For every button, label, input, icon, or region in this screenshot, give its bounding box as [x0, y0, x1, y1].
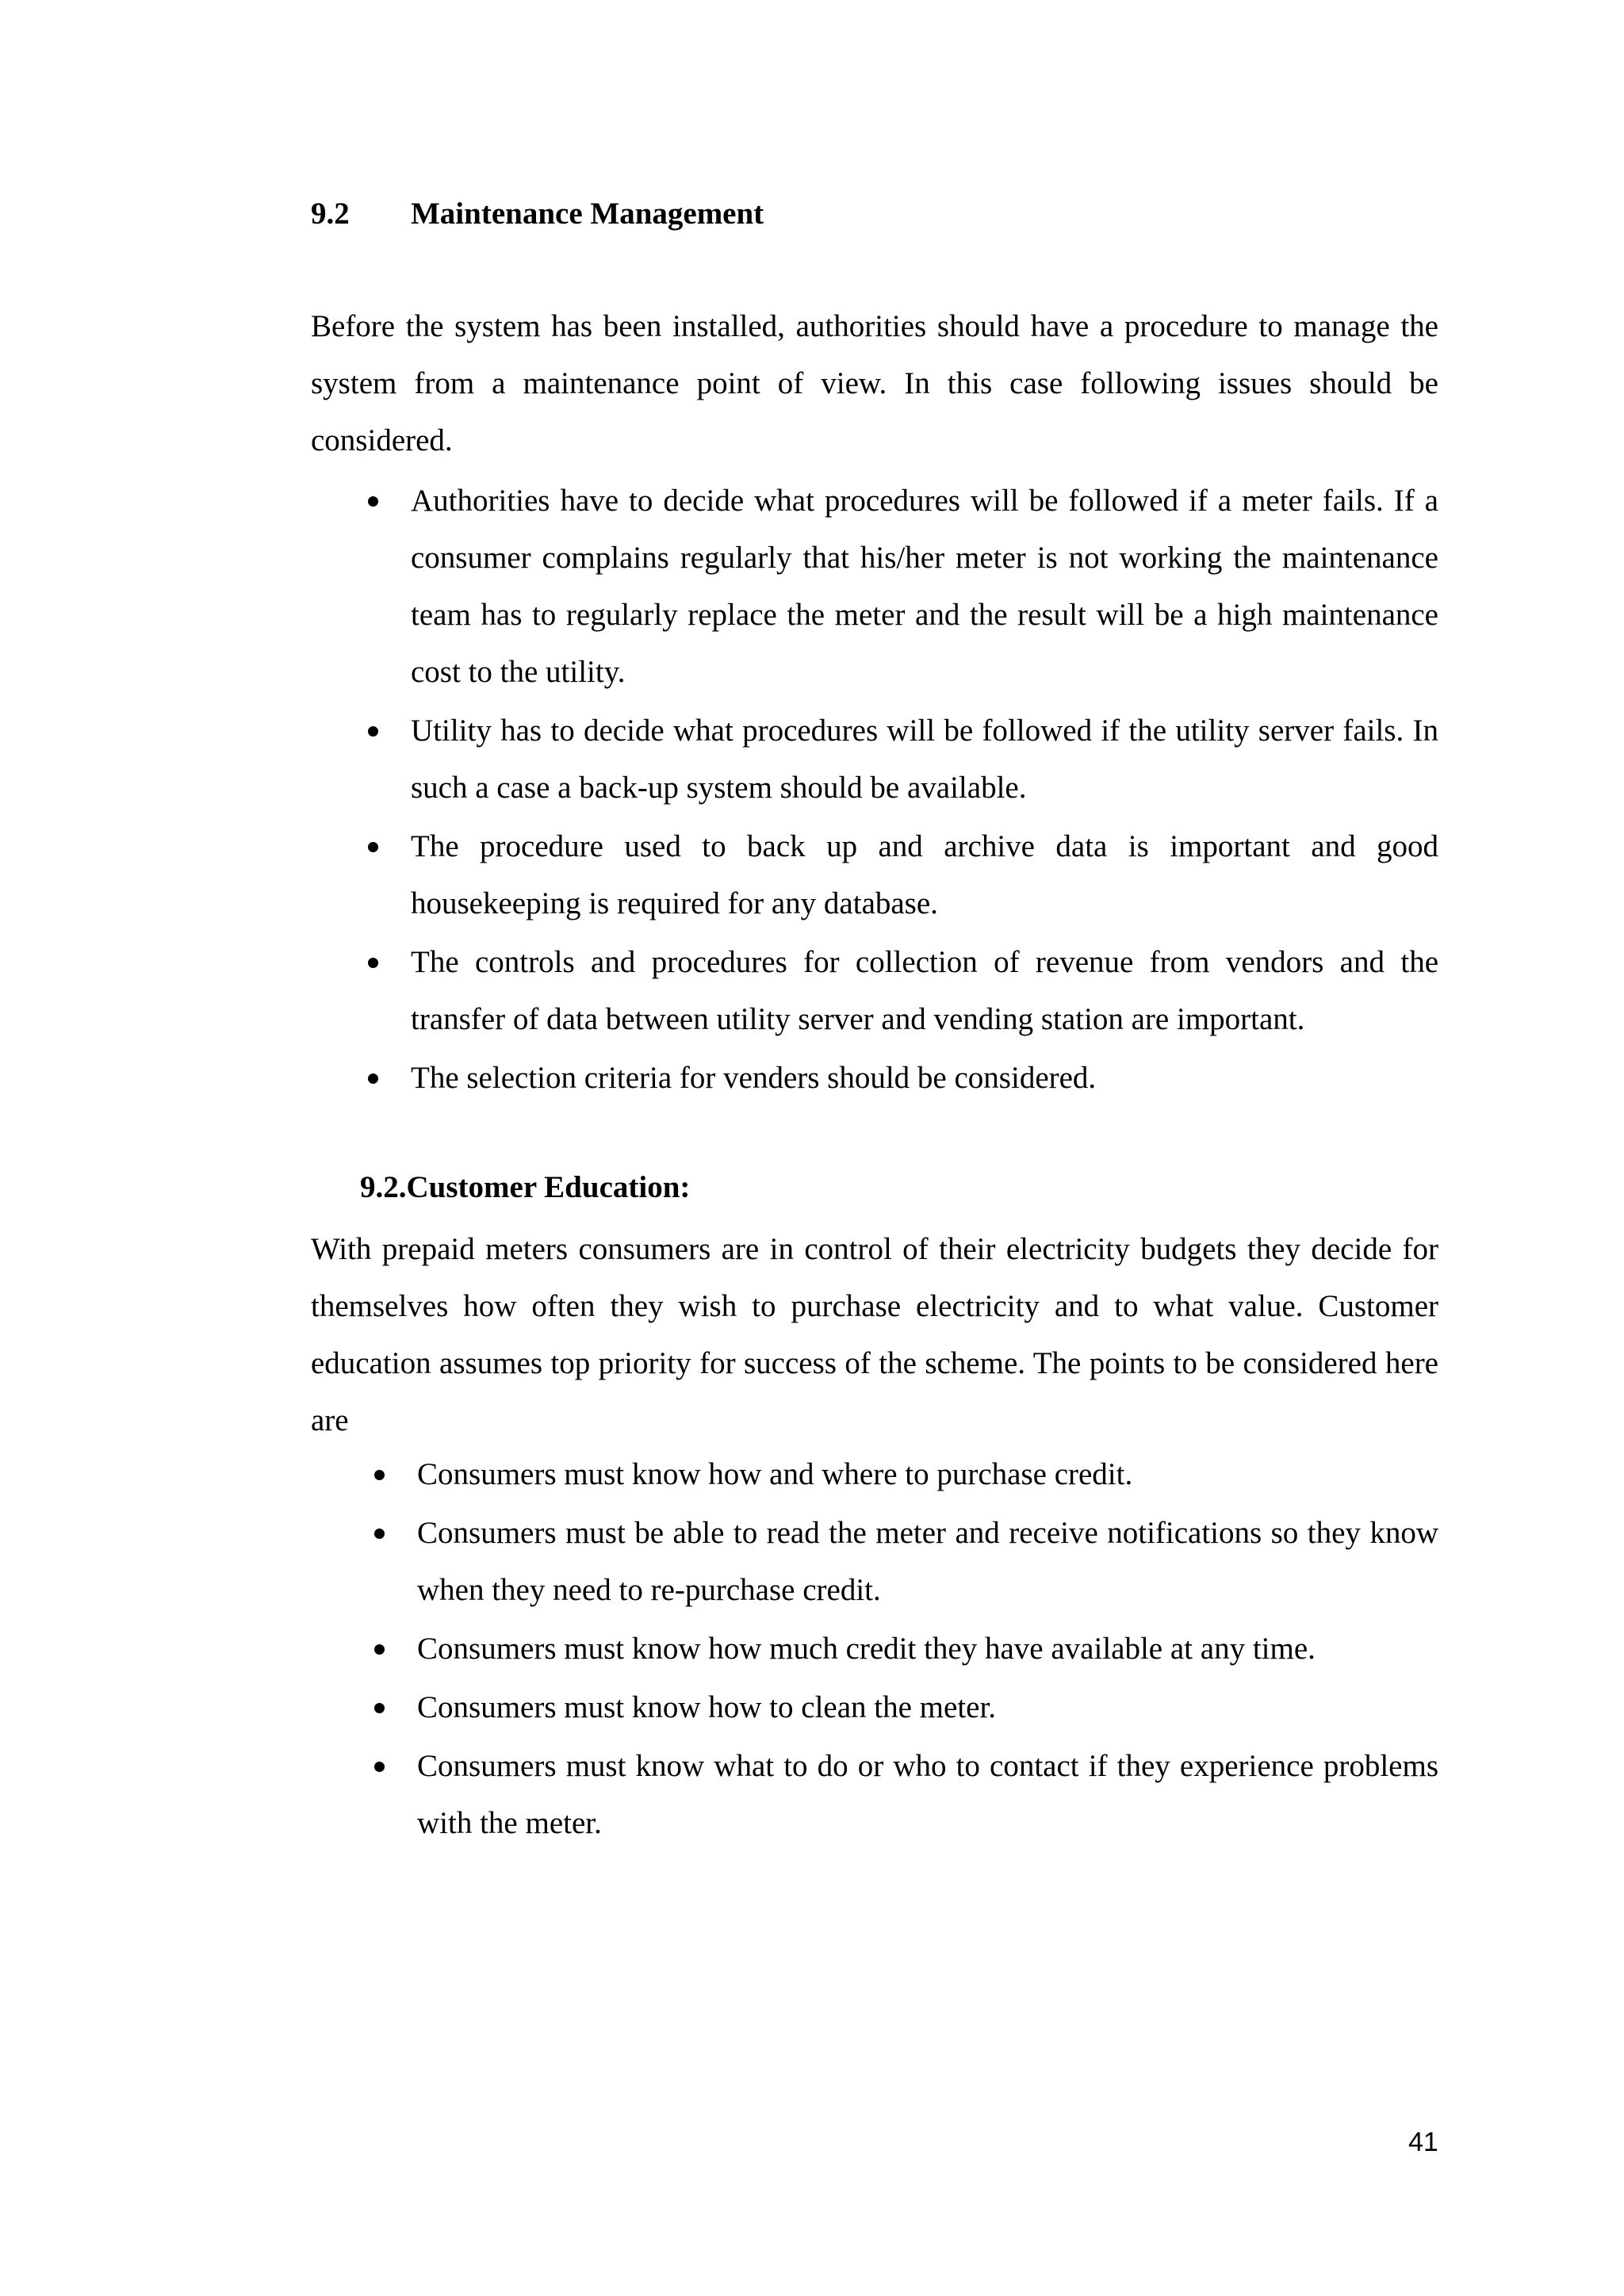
section-title: Maintenance Management [411, 197, 764, 231]
list-item-text: Consumers must be able to read the meter and receive notifications so they know when they need to re-purchase credit. [417, 1516, 1438, 1607]
list-item [411, 934, 1438, 1048]
list-item-text: Consumers must know how much credit they have available at any time. [417, 1632, 1316, 1666]
list-item-text: Utility has to decide what procedures will be followed if the utility server fails. In such a case a back-up system should be available. [411, 714, 1438, 805]
maintenance-issues-list [411, 473, 1438, 1107]
bullet-icon [368, 726, 378, 737]
bullet-icon [374, 1644, 385, 1655]
bullet-icon [368, 958, 378, 968]
subsection-intro-paragraph: With prepaid meters consumers are in control of their electricity budgets they decide for themselves how often they wish to purchase electricity and to what value. Customer education assumes top priority for success of the scheme. The points to be considered here are [311, 1232, 1438, 1437]
list-item [417, 1679, 1438, 1736]
customer-education-list [417, 1446, 1438, 1852]
bullet-icon [368, 1073, 378, 1084]
list-item-text: Consumers must know what to do or who to contact if they experience problems with the meter. [417, 1749, 1438, 1840]
list-item-text: Consumers must know how to clean the meter. [417, 1690, 997, 1724]
section-number: 9.2 [311, 197, 350, 231]
list-item [417, 1621, 1438, 1678]
list-item [411, 702, 1438, 817]
list-item-text: Consumers must know how and where to purchase credit. [417, 1457, 1133, 1491]
list-item [417, 1446, 1438, 1503]
page-number: 41 [1408, 2127, 1438, 2157]
list-item-text: Authorities have to decide what procedures will be followed if a meter fails. If a consumer complains regularly that his/her meter is not working the maintenance team has to regularly replace the meter and the result will be a high maintenance cost to the utility. [411, 484, 1438, 689]
list-item [411, 818, 1438, 932]
list-item-text: The selection criteria for venders should be considered. [411, 1061, 1097, 1095]
bullet-icon [368, 842, 378, 852]
bullet-icon [374, 1762, 385, 1772]
list-item [417, 1505, 1438, 1619]
list-item [417, 1738, 1438, 1852]
list-item [411, 1050, 1438, 1107]
bullet-icon [374, 1703, 385, 1713]
bullet-icon [374, 1470, 385, 1480]
subsection-title: 9.2.Customer Education: [360, 1170, 691, 1204]
list-item [411, 473, 1438, 701]
list-item-text: The procedure used to back up and archive data is important and good housekeeping is required for any database. [411, 829, 1438, 920]
section-intro-paragraph: Before the system has been installed, authorities should have a procedure to manage the system from a maintenance point of view. In this case following issues should be considered. [311, 309, 1438, 457]
list-item-text: The controls and procedures for collection of revenue from vendors and the transfer of data between utility server and vending station are important. [411, 945, 1438, 1036]
bullet-icon [368, 496, 378, 507]
bullet-icon [374, 1529, 385, 1539]
